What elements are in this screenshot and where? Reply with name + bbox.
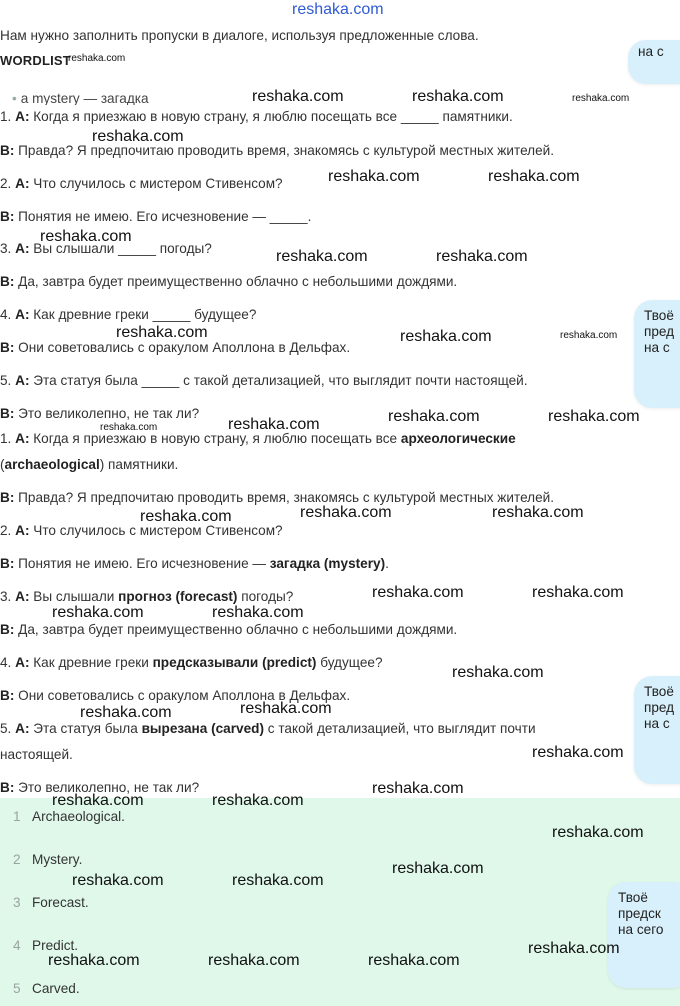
wordlist-title: WORDLIST (0, 53, 71, 68)
watermark: reshaka.com (412, 88, 504, 105)
answer-3-b: B: Да, завтра будет преимущественно облачно с небольшими дождями. (0, 622, 458, 637)
answer-4-b: B: Они советовались с оракулом Аполлона в Дельфах. (0, 688, 351, 703)
question-4-b: B: Они советовались с оракулом Аполлона в Дельфах. (0, 340, 351, 355)
answer-item: 5 Carved. (13, 981, 80, 996)
watermark: reshaka.com (208, 952, 300, 969)
watermark: reshaka.com (372, 780, 464, 797)
answer-4-a: 4. A: Как древние греки предсказывали (predict) будущее? (0, 655, 383, 670)
question-5-b: B: Это великолепно, не так ли? (0, 406, 200, 421)
question-1-b: B: Правда? Я предпочитаю проводить время, знакомясь с культурой местных жителей. (0, 143, 555, 158)
question-3-b: B: Да, завтра будет преимущественно облачно с небольшими дождями. (0, 274, 458, 289)
watermark: reshaka.com (388, 408, 480, 425)
answer-5-a: 5. A: Эта статуя была вырезана (carved) с такой детализацией, что выглядит почти (0, 721, 536, 736)
answer-item: 2 Mystery. (13, 852, 83, 867)
watermark: reshaka.com (240, 700, 332, 717)
watermark: reshaka.com (532, 744, 624, 761)
watermark: reshaka.com (452, 664, 544, 681)
wordlist-item: • a mystery — загадка (12, 91, 149, 105)
watermark: reshaka.com (552, 824, 644, 841)
answer-5-a-cont: настоящей. (0, 747, 73, 762)
watermark: reshaka.com (532, 584, 624, 601)
answer-5-b: B: Это великолепно, не так ли? (0, 780, 200, 795)
chat-bubble[interactable]: Твоё пред на с (634, 676, 680, 784)
answer-2-b: B: Понятия не имею. Его исчезновение — загадка (mystery). (0, 556, 389, 571)
watermark: reshaka.com (100, 422, 158, 433)
watermark: reshaka.com (492, 504, 584, 521)
watermark: reshaka.com (488, 168, 580, 185)
watermark: reshaka.com (528, 940, 620, 957)
watermark: reshaka.com (40, 228, 132, 245)
chat-bubble[interactable]: Твоё пред на с (634, 300, 680, 408)
watermark: reshaka.com (328, 168, 420, 185)
watermark: reshaka.com (232, 872, 324, 889)
question-2-a: 2. A: Что случилось с мистером Стивенсом? (0, 176, 283, 191)
question-1-a: 1. A: Когда я приезжаю в новую страну, я люблю посещать все _____ памятники. (0, 109, 513, 124)
watermark: reshaka.com (572, 93, 630, 104)
answer-item: 3 Forecast. (13, 895, 89, 910)
chat-bubble[interactable]: на с (628, 40, 680, 84)
watermark: reshaka.com (372, 584, 464, 601)
answer-item: 1 Archaeological. (13, 809, 125, 824)
watermark: reshaka.com (212, 792, 304, 809)
chat-bubble[interactable]: Твоё предск на сего (608, 882, 680, 988)
watermark: reshaka.com (252, 88, 344, 105)
watermark: reshaka.com (368, 952, 460, 969)
watermark: reshaka.com (392, 860, 484, 877)
watermark: reshaka.com (72, 872, 164, 889)
watermark: reshaka.com (548, 408, 640, 425)
watermark: reshaka.com (436, 248, 528, 265)
watermark: reshaka.com (68, 53, 126, 64)
answer-3-a: 3. A: Вы слышали прогноз (forecast) погоды? (0, 589, 294, 604)
answer-item: 4 Predict. (13, 938, 79, 953)
question-2-b: B: Понятия не имею. Его исчезновение — _____. (0, 209, 312, 224)
watermark: reshaka.com (400, 328, 492, 345)
watermark: reshaka.com (300, 504, 392, 521)
watermark: reshaka.com (140, 508, 232, 525)
watermark: reshaka.com (52, 792, 144, 809)
watermark: reshaka.com (48, 952, 140, 969)
watermark: reshaka.com (276, 248, 368, 265)
question-4-a: 4. A: Как древние греки _____ будущее? (0, 307, 257, 322)
task-intro: Нам нужно заполнить пропуски в диалоге, используя предложенные слова. (0, 28, 479, 43)
watermark: reshaka.com (228, 416, 320, 433)
watermark: reshaka.com (212, 604, 304, 621)
watermark: reshaka.com (116, 324, 208, 341)
watermark: reshaka.com (560, 330, 618, 341)
question-5-a: 5. A: Эта статуя была _____ с такой детализацией, что выглядит почти настоящей. (0, 373, 528, 388)
site-watermark[interactable]: reshaka.com (292, 1, 384, 18)
question-3-a: 3. A: Вы слышали _____ погоды? (0, 241, 212, 256)
answer-2-a: 2. A: Что случилось с мистером Стивенсом? (0, 523, 283, 538)
watermark: reshaka.com (92, 128, 184, 145)
answer-1-a: 1. A: Когда я приезжаю в новую страну, я люблю посещать все археологические (0, 431, 516, 446)
watermark: reshaka.com (80, 704, 172, 721)
answer-1-b: B: Правда? Я предпочитаю проводить время, знакомясь с культурой местных жителей. (0, 490, 555, 505)
answer-1-a-cont: (archaeological) памятники. (0, 457, 179, 472)
watermark: reshaka.com (52, 604, 144, 621)
